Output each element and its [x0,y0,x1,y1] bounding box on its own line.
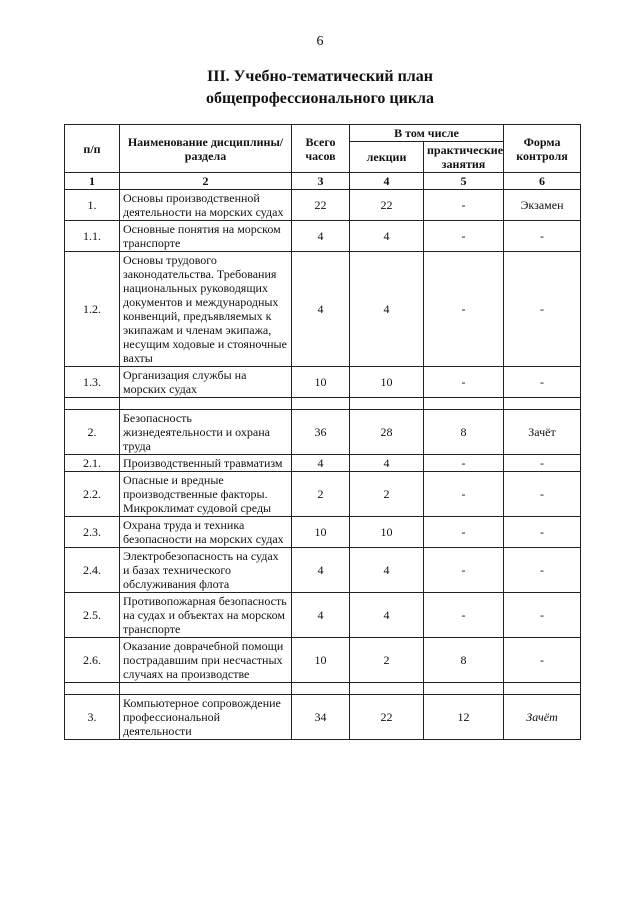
row-lectures: 28 [350,410,424,455]
table-row [65,410,581,455]
row-control: - [504,367,581,398]
row-total: 36 [292,410,350,455]
row-practice: - [424,517,504,548]
row-total: 34 [292,695,350,740]
row-lectures: 10 [350,367,424,398]
row-name: Компьютерное сопровождение профессиональной деятельности [120,695,292,740]
row-total: 2 [292,472,350,517]
header-name: Наименование дисциплины/раздела [120,125,292,173]
row-control: - [504,252,581,367]
page-number: 6 [316,34,324,49]
table-row [65,593,581,638]
row-total: 10 [292,367,350,398]
table-row [65,252,581,367]
header-including: В том числе [350,125,504,142]
row-total: 10 [292,517,350,548]
row-practice: 8 [424,638,504,683]
row-practice: - [424,252,504,367]
table-row [65,221,581,252]
header-num: п/п [65,125,120,173]
row-name: Безопасность жизнедеятельности и охрана труда [120,410,292,455]
row-name: Противопожарная безопасность на судах и объектах на морском транспорте [120,593,292,638]
row-lectures: 22 [350,190,424,221]
row-lectures: 10 [350,517,424,548]
row-control: - [504,593,581,638]
row-lectures: 4 [350,548,424,593]
row-practice: - [424,367,504,398]
row-num: 1.3. [65,367,120,398]
title-line-1: III. Учебно-тематический план [207,68,433,85]
row-name: Производственный травматизм [120,455,292,472]
row-name: Опасные и вредные производственные факторы. Микроклимат судовой среды [120,472,292,517]
row-control: Зачёт [504,410,581,455]
row-lectures: 4 [350,455,424,472]
row-practice: - [424,455,504,472]
spacer-row [65,683,581,695]
header-control: Форма контроля [504,125,581,173]
row-practice: - [424,221,504,252]
row-control: - [504,455,581,472]
row-lectures: 4 [350,221,424,252]
row-practice: 8 [424,410,504,455]
row-control: - [504,517,581,548]
row-practice: - [424,548,504,593]
col-number: 2 [120,173,292,190]
table-row [65,548,581,593]
row-practice: 12 [424,695,504,740]
col-number: 6 [504,173,581,190]
row-control: - [504,638,581,683]
row-lectures: 4 [350,593,424,638]
row-practice: - [424,472,504,517]
row-total: 4 [292,455,350,472]
col-number: 3 [292,173,350,190]
table-row [65,638,581,683]
row-lectures: 2 [350,638,424,683]
row-name: Организация службы на морских судах [120,367,292,398]
row-num: 1.2. [65,252,120,367]
row-num: 2. [65,410,120,455]
table-row [65,455,581,472]
row-total: 22 [292,190,350,221]
col-number: 5 [424,173,504,190]
row-num: 2.2. [65,472,120,517]
row-name: Основные понятия на морском транспорте [120,221,292,252]
row-total: 4 [292,252,350,367]
row-total: 4 [292,548,350,593]
row-num: 2.6. [65,638,120,683]
row-name: Электробезопасность на судах и базах технического обслуживания флота [120,548,292,593]
row-name: Основы трудового законодательства. Требования национальных руководящих документов и международных конвенций, предъявляемых к экипажам и членам экипажа, несущим ходовые и стояночные вахты [120,252,292,367]
row-lectures: 4 [350,252,424,367]
table-row [65,517,581,548]
row-name: Основы производственной деятельности на морских судах [120,190,292,221]
column-number-row [65,173,581,190]
row-name: Оказание доврачебной помощи пострадавшим при несчастных случаях на производстве [120,638,292,683]
header-row [65,125,581,142]
row-control: - [504,472,581,517]
row-lectures: 2 [350,472,424,517]
header-practice: практические занятия [424,142,504,173]
row-total: 10 [292,638,350,683]
row-total: 4 [292,593,350,638]
header-total: Всего часов [292,125,350,173]
spacer-row [65,398,581,410]
row-name: Охрана труда и техника безопасности на морских судах [120,517,292,548]
row-lectures: 22 [350,695,424,740]
row-num: 2.5. [65,593,120,638]
row-practice: - [424,593,504,638]
row-control: - [504,548,581,593]
row-num: 2.3. [65,517,120,548]
row-practice: - [424,190,504,221]
col-number: 4 [350,173,424,190]
curriculum-table [64,124,581,740]
page-title [0,66,640,110]
table-row [65,190,581,221]
header-lectures: лекции [350,142,424,173]
table-row [65,695,581,740]
row-num: 1. [65,190,120,221]
row-num: 2.4. [65,548,120,593]
row-control: Зачёт [504,695,581,740]
table-row [65,472,581,517]
row-num: 3. [65,695,120,740]
row-total: 4 [292,221,350,252]
title-line-2: общепрофессионального цикла [205,90,435,107]
table-row [65,367,581,398]
row-num: 1.1. [65,221,120,252]
col-number: 1 [65,173,120,190]
row-control: Экзамен [504,190,581,221]
row-control: - [504,221,581,252]
row-num: 2.1. [65,455,120,472]
